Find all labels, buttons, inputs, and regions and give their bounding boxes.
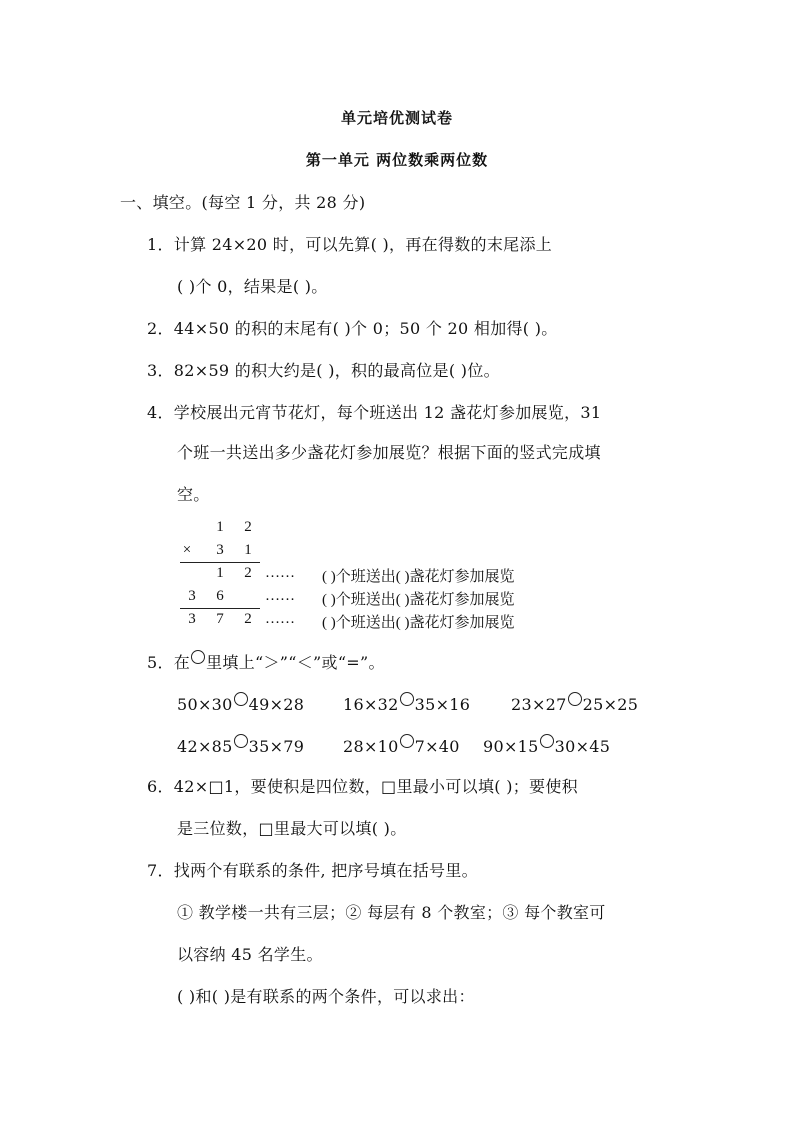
calc-digit: 3 (188, 588, 196, 604)
calc-digit: 1 (216, 565, 224, 581)
compare-item: 42×85 35×79 (177, 734, 304, 756)
compare-item: 23×27 25×25 (511, 692, 638, 714)
calc-digit: 1 (216, 519, 224, 535)
question-7-line-4: ( )和( )是有联系的两个条件，可以求出： (177, 987, 475, 1006)
calc-note-3: ( )个班送出( )盏花灯参加展览 (322, 615, 515, 631)
compare-item: 28×10 7×40 (343, 734, 460, 756)
ellipsis: …… (265, 611, 295, 627)
compare-item: 16×32 35×16 (343, 692, 470, 714)
calc-rule-1 (180, 562, 260, 563)
unit-subtitle: 第一单元 两位数乘两位数 (305, 151, 489, 169)
ellipsis: …… (265, 565, 295, 581)
section-heading: 一、填空。(每空 1 分，共 28 分) (120, 193, 366, 212)
calc-digit: 3 (188, 611, 196, 627)
compare-item: 50×30 49×28 (177, 692, 304, 714)
blank-circle-icon[interactable] (234, 692, 248, 706)
calc-digit: 2 (244, 611, 252, 627)
blank-circle-icon[interactable] (400, 692, 414, 706)
multiply-sign: × (182, 542, 192, 558)
question-4-line-2: 个班一共送出多少盏花灯参加展览？根据下面的竖式完成填 (177, 443, 601, 462)
question-4-line-3: 空。 (177, 485, 210, 504)
calc-digit: 1 (244, 542, 252, 558)
calc-digit: 2 (244, 519, 252, 535)
blank-circle-icon[interactable] (234, 734, 248, 748)
question-7-line-3: 以容纳 45 名学生。 (177, 945, 323, 964)
question-4-line-1: 4．学校展出元宵节花灯，每个班送出 12 盏花灯参加展览，31 (147, 403, 602, 422)
question-1-line-1: 1．计算 24×20 时，可以先算( )，再在得数的末尾添上 (147, 235, 553, 254)
calc-digit: 6 (216, 588, 224, 604)
question-5-prefix: 5．在 (147, 653, 191, 672)
calc-digit: 3 (216, 542, 224, 558)
question-1-line-2: ( )个 0，结果是( )。 (177, 277, 328, 296)
blank-circle-icon[interactable] (400, 734, 414, 748)
calc-digit: 2 (244, 565, 252, 581)
compare-item: 90×15 30×45 (483, 734, 610, 756)
calc-digit: 7 (216, 611, 224, 627)
question-2: 2．44×50 的积的末尾有( )个 0；50 个 20 相加得( )。 (147, 319, 558, 338)
blank-circle-icon[interactable] (568, 692, 582, 706)
compare-circle-icon (191, 650, 205, 664)
calc-note-1: ( )个班送出( )盏花灯参加展览 (322, 569, 515, 585)
calc-rule-2 (180, 608, 260, 609)
question-7-line-2: ① 教学楼一共有三层；② 每层有 8 个教室；③ 每个教室可 (177, 903, 606, 922)
calc-note-2: ( )个班送出( )盏花灯参加展览 (322, 592, 515, 608)
question-5-suffix: 里填上“＞”“＜”或“=”。 (206, 653, 385, 672)
question-6-line-2: 是三位数，□里最大可以填( )。 (177, 819, 407, 838)
question-7-line-1: 7．找两个有联系的条件, 把序号填在括号里。 (147, 861, 478, 880)
blank-circle-icon[interactable] (540, 734, 554, 748)
question-5 (147, 650, 385, 673)
question-3: 3．82×59 的积大约是( )，积的最高位是( )位。 (147, 361, 500, 380)
ellipsis: …… (265, 588, 295, 604)
page-title: 单元培优测试卷 (340, 109, 453, 127)
question-6-line-1: 6．42×□1，要使积是四位数，□里最小可以填( )；要使积 (147, 777, 578, 796)
